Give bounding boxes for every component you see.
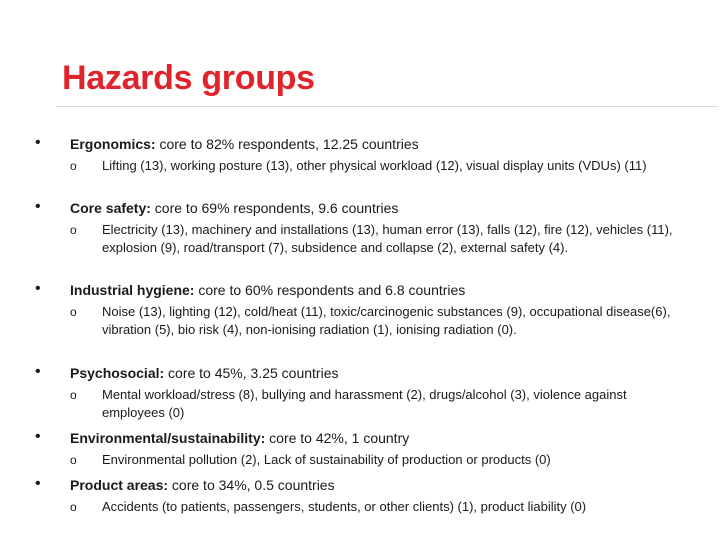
bullet: • [35,363,41,380]
sub-bullet: o [70,159,77,173]
title-divider [56,106,718,107]
bullet: • [35,280,41,297]
group-detail-text: Electricity (13), machinery and installations (13), human error (13), falls (12), fire (12), vehicles (11), explosion (9), road/transport (7), subsidence and collapse (2), external safety (4). [102,222,673,255]
bullet: • [35,198,41,215]
group-summary: core to 82% respondents, 12.25 countries [155,136,419,152]
group-detail-text: Noise (13), lighting (12), cold/heat (11), toxic/carcinogenic substances (9), occupational disease(6), vibration (5), bio risk (4), non-ionising radiation (1), ionising radiation (0). [102,304,671,337]
group-heading [70,136,419,152]
group-detail-text: Mental workload/stress (8), bullying and harassment (2), drugs/alcohol (3), violence against employees (0) [102,387,627,420]
group-summary: core to 34%, 0.5 countries [168,477,335,493]
group-heading [70,430,409,446]
bullet: • [35,475,41,492]
group-heading [70,200,398,216]
sub-bullet: o [70,223,77,237]
group-detail-text: Environmental pollution (2), Lack of sustainability of production or products (0) [102,452,551,467]
group-summary: core to 42%, 1 country [265,430,410,446]
group-name: Industrial hygiene: [70,282,195,298]
group-summary: core to 45%, 3.25 countries [164,365,339,381]
sub-bullet: o [70,388,77,402]
group-summary: core to 69% respondents, 9.6 countries [150,200,399,216]
sub-bullet: o [70,453,77,467]
group-summary: core to 60% respondents and 6.8 countries [194,282,466,298]
group-heading [70,365,338,381]
group-name: Core safety: [70,200,151,216]
group-detail-text: Lifting (13), working posture (13), other physical workload (12), visual display units (VDUs) (11) [102,158,647,173]
group-name: Ergonomics: [70,136,156,152]
group-detail-text: Accidents (to patients, passengers, students, or other clients) (1), product liability (0) [102,499,587,514]
group-heading [70,282,465,298]
group-name: Psychosocial: [70,365,165,381]
group-name: Product areas: [70,477,169,493]
sub-bullet: o [70,500,77,514]
bullet: • [35,428,41,445]
group-heading [70,477,335,493]
group-name: Environmental/sustainability: [70,430,266,446]
bullet: • [35,134,41,151]
sub-bullet: o [70,305,77,319]
page-title: Hazards groups [62,59,315,97]
